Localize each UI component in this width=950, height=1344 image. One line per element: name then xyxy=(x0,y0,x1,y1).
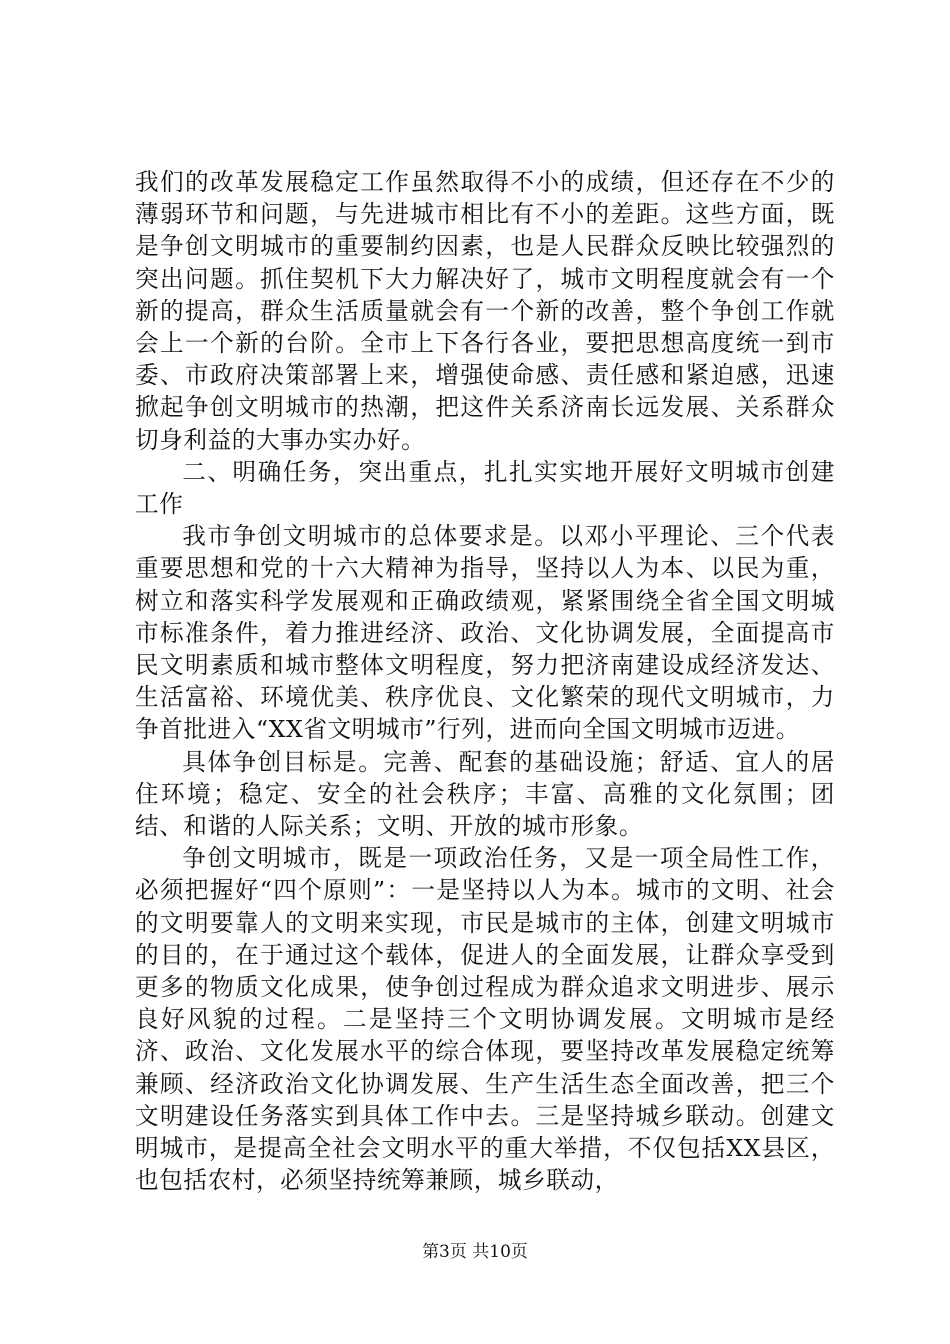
paragraph-overall-requirements: 我市争创文明城市的总体要求是。以邓小平理论、三个代表重要思想和党的十六大精神为指导，坚持以人为本、以民为重，树立和落实科学发展观和正确政绩观，紧紧围绕全省全国文明城市标准条件，着力推进经济、政治、文化协调发展，全面提高市民文明素质和城市整体文明程度，努力把济南建设成经济发达、生活富裕、环境优美、秩序优良、文化繁荣的现代文明城市，力争首批进入“XX省文明城市”行列，进而向全国文明城市迈进。 xyxy=(135,522,835,744)
page-number: 第3页 共10页 xyxy=(422,1242,528,1262)
paragraph-specific-goals: 具体争创目标是。完善、配套的基础设施；舒适、宜人的居住环境；稳定、安全的社会秩序；丰富、高雅的文化氛围；团结、和谐的人际关系；文明、开放的城市形象。 xyxy=(135,747,835,841)
document-body xyxy=(135,166,835,1197)
paragraph-four-principles: 争创文明城市，既是一项政治任务，又是一项全局性工作，必须把握好“四个原则”：一是坚持以人为本。城市的文明、社会的文明要靠人的文明来实现，市民是城市的主体，创建文明城市的目的，在于通过这个载体，促进人的全面发展，让群众享受到更多的物质文化成果，使争创过程成为群众追求文明进步、展示良好风貌的过程。二是坚持三个文明协调发展。文明城市是经济、政治、文化发展水平的综合体现，要坚持改革发展稳定统筹兼顾、经济政治文化协调发展、生产生活生态全面改善，把三个文明建设任务落实到具体工作中去。三是坚持城乡联动。创建文明城市，是提高全社会文明水平的重大举措，不仅包括XX县区，也包括农村，必须坚持统筹兼顾，城乡联动， xyxy=(135,844,835,1195)
section-heading: 二、明确任务，突出重点，扎扎实实地开展好文明城市创建工作 xyxy=(135,457,835,519)
paragraph-continued: 我们的改革发展稳定工作虽然取得不小的成绩，但还存在不少的薄弱环节和问题，与先进城市相比有不小的差距。这些方面，既是争创文明城市的重要制约因素，也是人民群众反映比较强烈的突出问题。抓住契机下大力解决好了，城市文明程度就会有一个新的提高，群众生活质量就会有一个新的改善，整个争创工作就会上一个新的台阶。全市上下各行各业，要把思想高度统一到市委、市政府决策部署上来，增强使命感、责任感和紧迫感，迅速掀起争创文明城市的热潮，把这件关系济南长远发展、关系群众切身利益的大事办实办好。 xyxy=(135,168,835,454)
